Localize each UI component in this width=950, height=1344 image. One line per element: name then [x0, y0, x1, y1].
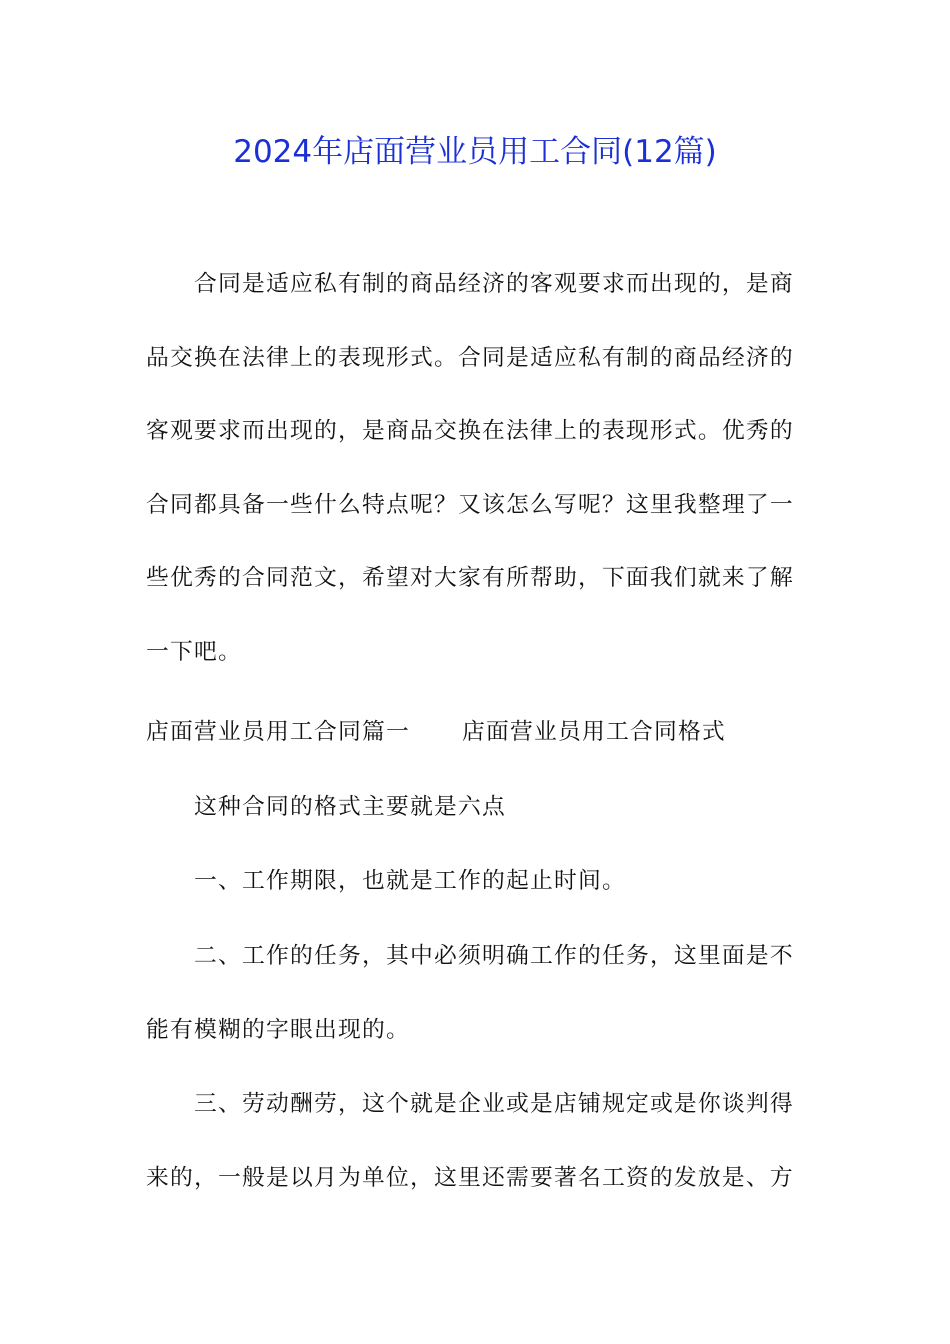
- point-3-block: [146, 1068, 806, 1215]
- section-heading-line: [146, 714, 806, 750]
- section-subheading: 店面营业员用工合同格式: [461, 719, 726, 745]
- intro-block: [146, 248, 806, 690]
- point-1: 一、工作期限，也就是工作的起止时间。: [194, 868, 626, 894]
- document-title: 2024年店面营业员用工合同(12篇): [233, 134, 717, 170]
- intro-paragraph: 合同是适应私有制的商品经济的客观要求而出现的，是商品交换在法律上的表现形式。合同是适应私有制的商品经济的客观要求而出现的，是商品交换在法律上的表现形式。优秀的合同都具备一些什么特点呢？又该怎么写呢？这里我整理了一些优秀的合同范文，希望对大家有所帮助，下面我们就来了解一下吧。: [146, 271, 794, 665]
- point-3: 三、劳动酬劳，这个就是企业或是店铺规定或是你谈判得来的，一般是以月为单位，这里还需要著名工资的发放是、方: [146, 1091, 794, 1191]
- section-heading: 店面营业员用工合同篇一: [146, 719, 410, 745]
- point-2: 二、工作的任务，其中必须明确工作的任务，这里面是不能有模糊的字眼出现的。: [146, 943, 794, 1043]
- format-intro: 这种合同的格式主要就是六点: [194, 794, 506, 820]
- point-2-block: [146, 920, 806, 1067]
